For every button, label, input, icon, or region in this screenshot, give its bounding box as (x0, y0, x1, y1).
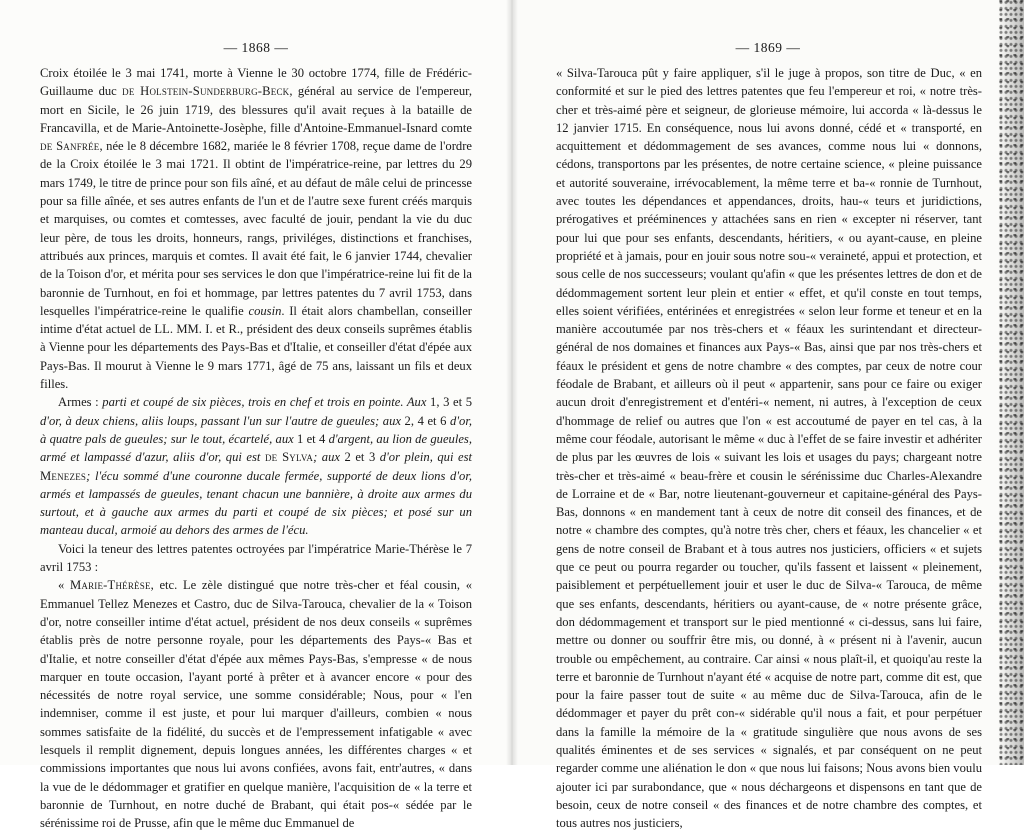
text-run: 2 et 3 (344, 450, 380, 465)
italic-text: parti et coupé de six pièces, trois en chef et trois en pointe. Aux (102, 395, 431, 410)
italic-text: cousin (248, 303, 282, 318)
text-run: , etc. Le zèle distingué que notre très-cher et féal cousin, « Emmanuel Tellez Menezes et Castro, duc de Silva-Tarouca, chevalier de la « Toison d'or, notre conseiller intime d'état actuel, président de nos deux conseils « suprêmes établis près de notre personne royale, pour les départements des Pays-« Bas et d'Italie, et notre conseiller d'état d'épée aux mêmes Pays-Bas, s'empresse « de nous marquer en toute occasion, l'ayant porté à prêter et à avancer encore « pour des nécessités de notre royal service, une somme considérable; Nous, pour « l'en indemniser, comme il est juste, et pour lui marquer d'ailleurs, combien « nous sommes satisfaite de la fidélité, du succès et de l'empressement infatigable « avec lesquels il remplit dignement, depuis longues années, les différentes charges « et commissions importantes que nous lui avons confiées, avons fait, entr'autres, « dans la vue de le dédommager et gratifier en quelque manière, l'acquisition de « la terre et baronnie de Turnhout, en notre duché de Brabant, qui était pos-« sédée par le sérénissime roi de Prusse, afin que le même duc Emmanuel de (40, 578, 472, 831)
paragraph (40, 393, 472, 539)
right-page-text (556, 64, 982, 832)
text-run: . Il était alors chambellan, conseiller intime d'état actuel de LL. MM. I. et R., président des deux conseils suprêmes établis à Vienne pour les départements des Pays-Bas et d'Italie, et conseiller d'état d'épée aux Pays-Bas. Il mourut à Vienne le 9 mars 1771, âgé de 75 ans, laissant un fils et deux filles. (40, 303, 473, 392)
italic-text: d'or plein, qui est (379, 450, 472, 465)
italic-text: ; aux (313, 450, 345, 465)
italic-text: d'or, à deux chiens, aliis loups, passant l'un sur l'autre de gueules; aux (40, 413, 405, 428)
paragraph (40, 540, 472, 577)
small-caps-name: de Sanfrée (40, 139, 100, 154)
text-run: , née le 8 décembre 1682, mariée le 8 février 1708, reçue dame de l'ordre de la Croix étoilée le 3 mai 1721. Il obtint de l'impératrice-reine, par lettres du 29 mars 1749, le titre de prince pour son fils aîné, et au défaut de mâle celui de princesse pour sa fille aînée, et ses autres enfants de l'un et de l'autre sexe furent créés marquis et marquises, ou comtes et comtesses, avec faculté de jouir, pendant la vie du duc leur père, de tous les droits, honneurs, rangs, priviléges, distinctions et franchises, attribués aux princes, marquis et comtes. Il avait été fait, le 6 janvier 1744, chevalier de la Toison d'or, et mérita pour ses services le don que l'impératrice-reine lui fit de la baronnie de Turnhout, en foi et hommage, par lettres patentes du 7 avril 1753, dans lesquelles l'impératrice-reine le qualifie (40, 139, 472, 318)
small-caps-name: Marie-Thérèse (69, 578, 151, 593)
right-page (512, 0, 1024, 831)
paragraph (40, 576, 472, 832)
page-number-left: — 1868 — (223, 40, 289, 55)
text-run: Voici la teneur des lettres patentes octroyées par l'impératrice Marie-Thérèse le 7 avril 1753 : (40, 541, 472, 575)
small-caps-name: Menezes (40, 468, 87, 483)
text-run: « Silva-Tarouca pût y faire appliquer, s'il le juge à propos, son titre de Duc, « en conformité et sur le pied des lettres patentes que feu l'empereur et roi, « notre très-cher et très-aimé père et seigneur, de glorieuse mémoire, lui accorda « là-dessus le 12 janvier 1715. En conséquence, nous lui avons donné, cédé et « transporté, en acquittement et dédommagement de ses avances, comme nous lui « donnons, cédons, transportons par les présentes, de notre certaine science, « pleine puissance et autorité souveraine, irrévocablement, la même terre et ba-« ronnie de Turnhout, avec toutes les dépendances et appendances, droits, hau-« teurs et juridictions, prérogatives et prééminences y attachées sans en rien « excepter ni réserver, tant pour lui que pour ses enfants, descendants, héritiers, « ou ayant-cause, en pleine propriété et à jamais, pour en jouir sous notre sou-« veraineté, appui et protection, et sous celle de nos successeurs; voulant qu'afin « que les présentes lettres de don et de dédommagement sortent leur plein et entier « effet, et qu'il conste en tout temps, elles soient vérifiées, entérinées et enregistrées « selon leur forme et teneur et en la manière accoutumée par nos très-chers et « féaux les surintendant et directeur-général de nos domaines et finances aux Pays-« Bas, ainsi que par nos très-chers et féaux le président et gens de notre chambre « des comptes, par ceux de notre cour féodale de Brabant, et ailleurs où il peut « appartenir, sans pour ce faire ou exiger aucun droit d'enregistrement et d'entéri-« nement, ni autres, à l'exception de ceux d'hommage de relief ou autres que l'on « est accoutumé de payer en tel cas, à la même cour féodale, autorisant le même « duc à l'effet de se faire investir et adhériter de plus par les œuvres de lois « suivant les lois et usages du pays; chargeant notre très-cher et très-aimé « beau-frère et cousin le sérénissime duc Charles-Alexandre de Lorraine et de « Bar, notre lieutenant-gouverneur et capitaine-général des Pays-Bas, donnons « en mandement tant à ceux de notre dit conseil des finances, et de notre « chambre des comptes, qu'à notre très cher, chers et féaux, les chancelier « et gens de notre conseil de Brabant et à tous autres nos justiciers, officiers « et sujets que ce peut ou pourra regarder ou toucher, qu'ils fassent et laissent « pleinement, paisiblement et perpétuellement jouir et user le duc de Silva-« Tarouca, de même que ses enfants, descendants, héritiers ou ayant-cause, de « notre présente grâce, don dédommagement et transport sur le pied mentionné « ci-dessus, sans lui faire, mettre ou donner ou souffrir être mis, ou donné, à « présent ni à l'avenir, aucun trouble ou empêchement, au contraire. Car ainsi « nous plaît-il, et quoiqu'au reste la terre et baronnie de Turnhout n'ayant été « acquise de notre part, comme dit est, que pour la faire passer tout de suite « au même duc de Silva-Tarouca, afin de le dédommager et payer du prêt con-« sidérable qu'il nous a fait, et pour perpétuer dans la famille la mémoire de la « gratitude singulière que nous avons de ses qualités éminentes et de ses services « signalés, et par conséquent on ne peut regarder comme une aliénation le don « que nous lui faisons; Nous avons bien voulu ajouter ici par surabondance, que « nous déchargeons et dispensons en tant que de besoin, ceux de notre conseil « des finances et de notre chambre des comptes, et tous autres nos justiciers, (556, 66, 982, 831)
italic-text: d'or, à quatre pals de gueules; sur le tout, écartelé, aux (40, 413, 472, 446)
small-caps-name: de Sylva (264, 450, 314, 465)
page-number-right: — 1869 — (735, 40, 801, 55)
text-run: 1, 3 et 5 (430, 395, 473, 410)
italic-text: d'argent, au lion de gueules, armé et lampassé d'azur, aliis d'or, qui est (40, 431, 472, 465)
left-page (0, 0, 512, 831)
text-run: « (58, 578, 70, 593)
italic-text: ; l'écu sommé d'une couronne ducale fermée, supporté de deux lions d'or, armés et lampassés de gueules, tenant chacun une bannière, à droite aux armes du surtout, et à gauche aux armes du parti et coupé de six pièces; et posé sur un manteau ducal, armoié au dehors des armes de l'écu. (40, 468, 472, 538)
paragraph (40, 64, 472, 393)
text-run: 2, 4 et 6 (404, 413, 451, 428)
text-run: 1 et 4 (297, 431, 329, 446)
book-gutter (506, 0, 518, 765)
text-run: Armes : (58, 395, 103, 410)
small-caps-name: de Holstein-Sunderburg-Beck (122, 84, 290, 99)
paragraph (556, 64, 982, 832)
text-run: , général au service de l'empereur, mort en Sicile, le 26 juin 1719, des blessures qu'il avait reçues à la bataille de Francavilla, et de Marie-Antoinette-Josèphe, fille d'Antoine-Emmanuel-Isnard comte (40, 84, 473, 135)
scan-edge-artifact (998, 0, 1024, 765)
text-run: Croix étoilée le 3 mai 1741, morte à Vienne le 30 octobre 1774, fille de Frédéric-Guillaume duc (40, 66, 472, 99)
left-page-text (40, 64, 472, 832)
